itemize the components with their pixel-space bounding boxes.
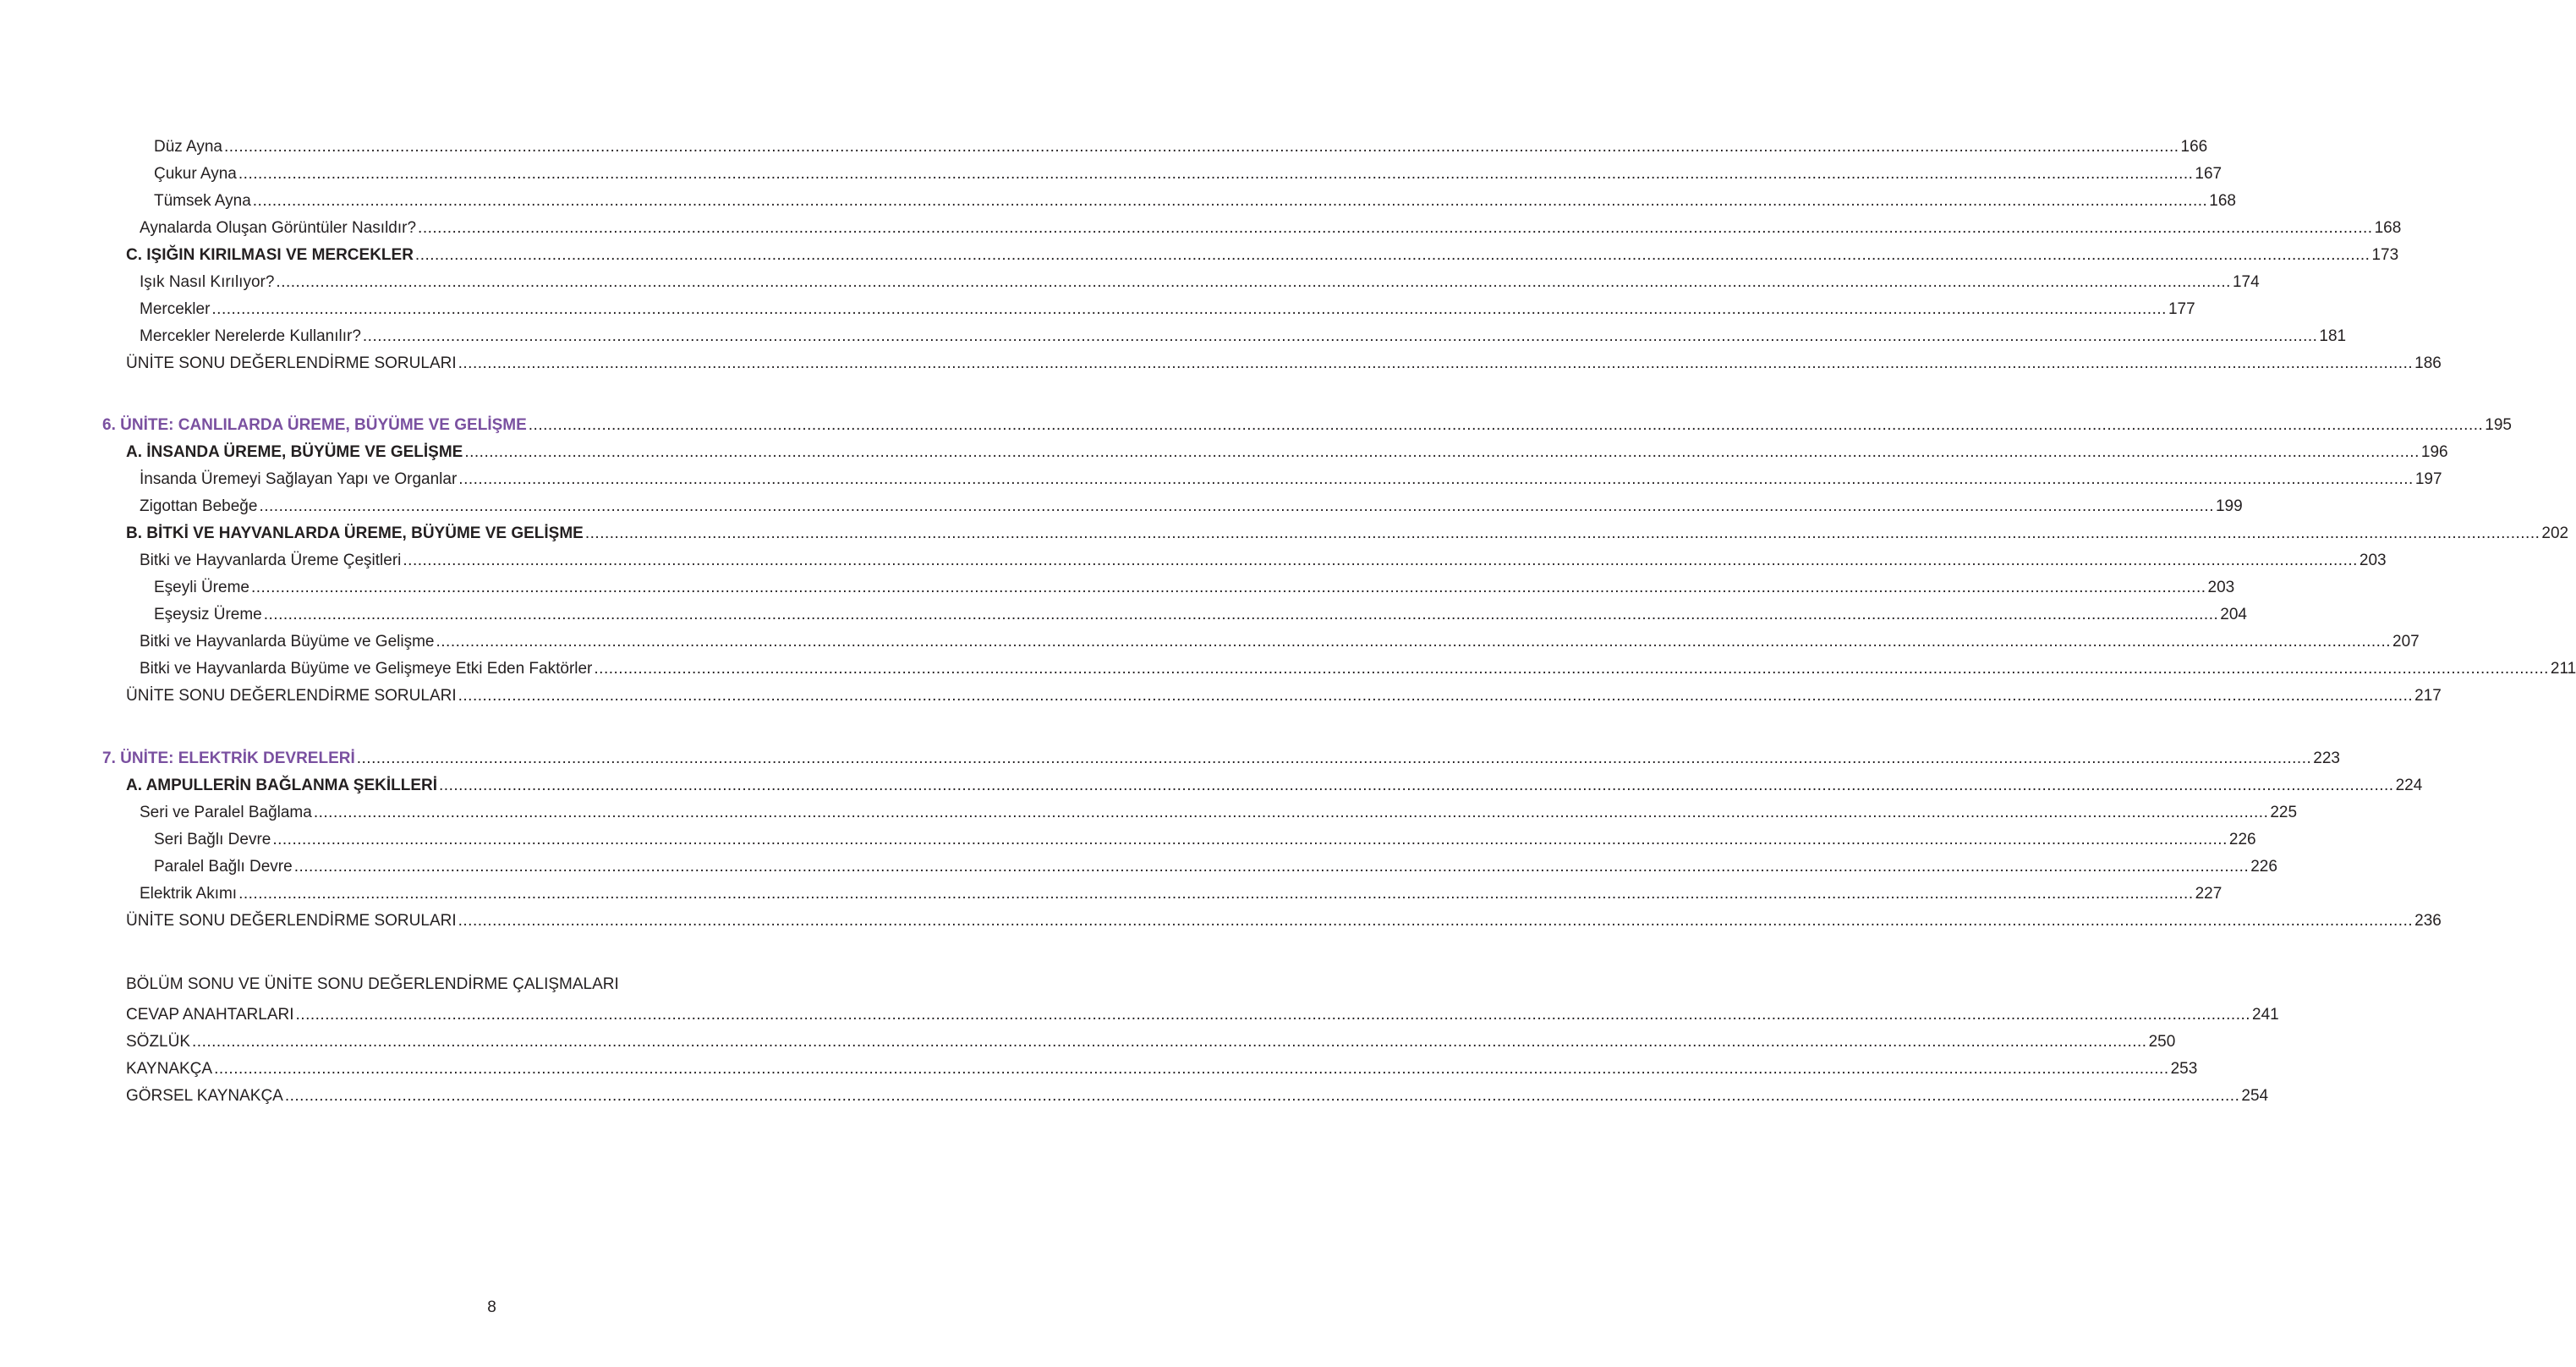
toc-entry-title: ÜNİTE SONU DEĞERLENDİRME SORULARI bbox=[126, 687, 457, 705]
toc-entry-page: 241 bbox=[2252, 1006, 2279, 1024]
toc-entry-title: İnsanda Üremeyi Sağlayan Yapı ve Organlar bbox=[140, 470, 458, 488]
toc-entry-page: 227 bbox=[2195, 885, 2222, 903]
dot-leader: ................................................................................................................................................................................................................................................................................................................................................................................................................ bbox=[436, 633, 2392, 651]
toc-entry-page: 226 bbox=[2228, 831, 2256, 848]
toc-entry-title: Aynalarda Oluşan Görüntüler Nasıldır? bbox=[140, 219, 417, 237]
toc-entry-title: A. AMPULLERİN BAĞLANMA ŞEKİLLERİ bbox=[126, 777, 438, 794]
toc-entry-title: B. BİTKİ VE HAYVANLARDA ÜREME, BÜYÜME VE GELİŞME bbox=[126, 524, 584, 542]
toc-entry[interactable] bbox=[154, 162, 2222, 186]
dot-leader: ................................................................................................................................................................................................................................................................................................................................................................................................................ bbox=[458, 912, 2414, 930]
dot-leader: ................................................................................................................................................................................................................................................................................................................................................................................................................ bbox=[211, 300, 2167, 318]
toc-entry-title: SÖZLÜK bbox=[126, 1033, 191, 1051]
toc-entry[interactable] bbox=[140, 325, 2347, 349]
toc-entry-page: 173 bbox=[2371, 246, 2399, 264]
toc-entry[interactable] bbox=[140, 630, 2420, 654]
dot-leader: ................................................................................................................................................................................................................................................................................................................................................................................................................ bbox=[252, 192, 2208, 210]
toc-entry-page: 217 bbox=[2414, 687, 2442, 705]
dot-leader: ................................................................................................................................................................................................................................................................................................................................................................................................................ bbox=[238, 885, 2194, 903]
dot-leader: ................................................................................................................................................................................................................................................................................................................................................................................................................ bbox=[192, 1033, 2147, 1051]
dot-leader: ................................................................................................................................................................................................................................................................................................................................................................................................................ bbox=[418, 219, 2373, 237]
toc-entry-page: 177 bbox=[2168, 300, 2195, 318]
toc-entry-page: 168 bbox=[2209, 192, 2236, 210]
toc-entry-title: GÖRSEL KAYNAKÇA bbox=[126, 1087, 283, 1105]
toc-section-heading: BÖLÜM SONU VE ÜNİTE SONU DEĞERLENDİRME ÇALIŞMALARI bbox=[126, 975, 619, 993]
toc-entry-title: Çukur Ayna bbox=[154, 165, 237, 183]
toc-entry[interactable] bbox=[154, 135, 2208, 159]
toc-entry[interactable] bbox=[126, 352, 2442, 376]
toc-entry[interactable] bbox=[140, 657, 2576, 681]
toc-entry[interactable] bbox=[140, 298, 2195, 321]
toc-entry-title: Eşeyli Üreme bbox=[154, 579, 249, 596]
toc-entry-page: 195 bbox=[2485, 416, 2512, 434]
toc-entry[interactable] bbox=[154, 828, 2256, 852]
toc-entry-page: 202 bbox=[2541, 524, 2569, 542]
toc-entry[interactable] bbox=[140, 468, 2442, 491]
toc-entry-title: Tümsek Ayna bbox=[154, 192, 251, 210]
toc-entry-page: 196 bbox=[2420, 443, 2448, 461]
toc-entry[interactable] bbox=[140, 271, 2260, 294]
toc-entry-title: Paralel Bağlı Devre bbox=[154, 858, 293, 876]
toc-entry-title: Seri ve Paralel Bağlama bbox=[140, 804, 312, 821]
dot-leader: ................................................................................................................................................................................................................................................................................................................................................................................................................ bbox=[313, 804, 2269, 821]
toc-entry-page: 250 bbox=[2148, 1033, 2176, 1051]
toc-entry-title: A. İNSANDA ÜREME, BÜYÜME VE GELİŞME bbox=[126, 443, 463, 461]
toc-entry-title: Elektrik Akımı bbox=[140, 885, 238, 903]
toc-entry-page: 199 bbox=[2215, 497, 2243, 515]
toc-entry[interactable] bbox=[102, 414, 2512, 437]
toc-entry[interactable] bbox=[102, 747, 2340, 771]
dot-leader: ................................................................................................................................................................................................................................................................................................................................................................................................................ bbox=[528, 416, 2484, 434]
toc-entry[interactable] bbox=[126, 441, 2448, 464]
toc-entry-page: 174 bbox=[2232, 273, 2260, 291]
dot-leader: ................................................................................................................................................................................................................................................................................................................................................................................................................ bbox=[293, 858, 2250, 876]
dot-leader: ................................................................................................................................................................................................................................................................................................................................................................................................................ bbox=[295, 1006, 2251, 1024]
dot-leader: ................................................................................................................................................................................................................................................................................................................................................................................................................ bbox=[276, 273, 2231, 291]
toc-entry[interactable] bbox=[154, 576, 2235, 600]
toc-entry[interactable] bbox=[140, 549, 2387, 573]
toc-entry-page: 236 bbox=[2414, 912, 2442, 930]
toc-entry[interactable] bbox=[140, 495, 2243, 519]
toc-entry-title: Zigottan Bebeğe bbox=[140, 497, 258, 515]
toc-entry[interactable] bbox=[126, 684, 2442, 708]
toc-entry-page: 203 bbox=[2359, 552, 2387, 569]
toc-entry-page: 223 bbox=[2313, 749, 2340, 767]
toc-entry-page: 181 bbox=[2319, 327, 2347, 345]
dot-leader: ................................................................................................................................................................................................................................................................................................................................................................................................................ bbox=[284, 1087, 2240, 1105]
toc-entry-title: Bitki ve Hayvanlarda Üreme Çeşitleri bbox=[140, 552, 402, 569]
toc-entry-page: 166 bbox=[2180, 138, 2208, 156]
dot-leader: ................................................................................................................................................................................................................................................................................................................................................................................................................ bbox=[356, 749, 2312, 767]
toc-entry[interactable] bbox=[140, 217, 2402, 240]
toc-entry-page: 186 bbox=[2414, 354, 2442, 372]
toc-entry-page: 197 bbox=[2414, 470, 2442, 488]
toc-entry-title: Mercekler bbox=[140, 300, 211, 318]
toc-entry[interactable] bbox=[140, 882, 2222, 906]
dot-leader: ................................................................................................................................................................................................................................................................................................................................................................................................................ bbox=[458, 470, 2414, 488]
toc-entry-title: C. IŞIĞIN KIRILMASI VE MERCEKLER bbox=[126, 246, 414, 264]
toc-entry[interactable] bbox=[126, 909, 2442, 933]
toc-entry-title: Bitki ve Hayvanlarda Büyüme ve Gelişme bbox=[140, 633, 435, 651]
toc-entry-page: 211 bbox=[2550, 660, 2576, 678]
toc-entry[interactable] bbox=[126, 1003, 2279, 1027]
dot-leader: ................................................................................................................................................................................................................................................................................................................................................................................................................ bbox=[439, 777, 2394, 794]
dot-leader: ................................................................................................................................................................................................................................................................................................................................................................................................................ bbox=[214, 1060, 2169, 1078]
dot-leader: ................................................................................................................................................................................................................................................................................................................................................................................................................ bbox=[238, 165, 2194, 183]
toc-entry-title: Mercekler Nerelerde Kullanılır? bbox=[140, 327, 361, 345]
toc-entry-title: KAYNAKÇA bbox=[126, 1060, 213, 1078]
page-number: 8 bbox=[487, 1298, 496, 1316]
toc-entry-title: ÜNİTE SONU DEĞERLENDİRME SORULARI bbox=[126, 912, 457, 930]
dot-leader: ................................................................................................................................................................................................................................................................................................................................................................................................................ bbox=[458, 687, 2414, 705]
dot-leader: ................................................................................................................................................................................................................................................................................................................................................................................................................ bbox=[263, 606, 2219, 623]
dot-leader: ................................................................................................................................................................................................................................................................................................................................................................................................................ bbox=[594, 660, 2549, 678]
dot-leader: ................................................................................................................................................................................................................................................................................................................................................................................................................ bbox=[414, 246, 2370, 264]
toc-entry[interactable] bbox=[126, 1084, 2269, 1108]
toc-entry-title: ÜNİTE SONU DEĞERLENDİRME SORULARI bbox=[126, 354, 457, 372]
toc-entry-page: 168 bbox=[2374, 219, 2402, 237]
toc-entry[interactable] bbox=[126, 774, 2423, 798]
toc-entry-page: 167 bbox=[2195, 165, 2222, 183]
toc-entry[interactable] bbox=[154, 603, 2247, 627]
toc-entry-title: Işık Nasıl Kırılıyor? bbox=[140, 273, 275, 291]
toc-entry[interactable] bbox=[126, 522, 2569, 546]
dot-leader: ................................................................................................................................................................................................................................................................................................................................................................................................................ bbox=[272, 831, 2228, 848]
toc-entry[interactable] bbox=[126, 1030, 2176, 1054]
dot-leader: ................................................................................................................................................................................................................................................................................................................................................................................................................ bbox=[259, 497, 2214, 515]
toc-entry-page: 226 bbox=[2250, 858, 2277, 876]
toc-entry-page: 225 bbox=[2270, 804, 2298, 821]
toc-entry-title: Bitki ve Hayvanlarda Büyüme ve Gelişmeye Etki Eden Faktörler bbox=[140, 660, 593, 678]
dot-leader: ................................................................................................................................................................................................................................................................................................................................................................................................................ bbox=[250, 579, 2206, 596]
toc-entry-page: 203 bbox=[2207, 579, 2235, 596]
toc-entry-title: CEVAP ANAHTARLARI bbox=[126, 1006, 294, 1024]
toc-entry-page: 204 bbox=[2220, 606, 2247, 623]
dot-leader: ................................................................................................................................................................................................................................................................................................................................................................................................................ bbox=[458, 354, 2414, 372]
toc-entry[interactable] bbox=[154, 855, 2277, 879]
toc-entry-title: Düz Ayna bbox=[154, 138, 222, 156]
toc-entry-page: 224 bbox=[2395, 777, 2423, 794]
toc-entry[interactable] bbox=[154, 189, 2236, 213]
toc-entry[interactable] bbox=[140, 801, 2298, 825]
toc-entry-title: 7. ÜNİTE: ELEKTRİK DEVRELERİ bbox=[102, 749, 355, 767]
toc-entry[interactable] bbox=[126, 244, 2399, 267]
dot-leader: ................................................................................................................................................................................................................................................................................................................................................................................................................ bbox=[464, 443, 2420, 461]
toc-entry[interactable] bbox=[126, 1057, 2198, 1081]
toc-entry-page: 207 bbox=[2392, 633, 2420, 651]
dot-leader: ................................................................................................................................................................................................................................................................................................................................................................................................................ bbox=[362, 327, 2318, 345]
toc-entry-title: 6. ÜNİTE: CANLILARDA ÜREME, BÜYÜME VE GELİŞME bbox=[102, 416, 527, 434]
dot-leader: ................................................................................................................................................................................................................................................................................................................................................................................................................ bbox=[584, 524, 2540, 542]
dot-leader: ................................................................................................................................................................................................................................................................................................................................................................................................................ bbox=[403, 552, 2358, 569]
toc-entry-title: Eşeysiz Üreme bbox=[154, 606, 262, 623]
toc-entry-title: Seri Bağlı Devre bbox=[154, 831, 271, 848]
dot-leader: ................................................................................................................................................................................................................................................................................................................................................................................................................ bbox=[223, 138, 2179, 156]
toc-entry-page: 254 bbox=[2241, 1087, 2269, 1105]
toc-entry-page: 253 bbox=[2170, 1060, 2198, 1078]
